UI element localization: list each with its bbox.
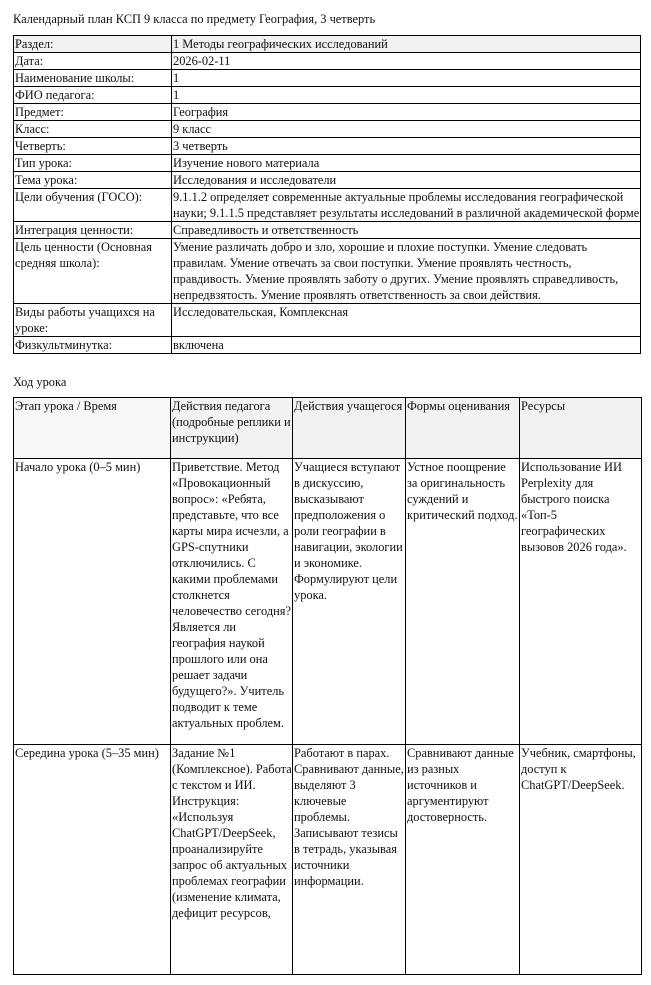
cell-student-actions: Работают в парах. Сравнивают данные, выделяют 3 ключевые проблемы. Записывают тезисы в тетрадь, указывая источники информации. <box>293 745 406 975</box>
header-stage: Этап урока / Время <box>14 398 171 459</box>
info-row <box>14 337 641 354</box>
table-row <box>14 745 642 975</box>
info-row <box>14 36 641 53</box>
info-label: Наименование школы: <box>14 70 172 87</box>
cell-assessment: Устное поощрение за оригинальность суждений и критический подход. <box>406 459 520 745</box>
info-value: 9 класс <box>172 121 641 138</box>
info-row <box>14 70 641 87</box>
cell-teacher-actions: Приветствие. Метод «Провокационный вопрос»: «Ребята, представьте, что все карты мира исчезли, а GPS-спутники отключились. С какими проблемами столкнется человечество сегодня? Является ли география наукой прошлого или она решает задачи будущего?». Учитель подводит к теме актуальных проблем. <box>171 459 293 745</box>
info-value: 1 <box>172 70 641 87</box>
info-row <box>14 222 641 239</box>
info-label: Четверть: <box>14 138 172 155</box>
cell-assessment: Сравнивают данные из разных источников и аргументируют достоверность. <box>406 745 520 975</box>
info-label: Интеграция ценности: <box>14 222 172 239</box>
lesson-info-table <box>13 35 641 354</box>
info-row <box>14 121 641 138</box>
info-label: Цели обучения (ГОСО): <box>14 189 172 222</box>
info-value: Исследовательская, Комплексная <box>172 304 641 337</box>
lesson-flow-heading: Ход урока <box>13 375 67 389</box>
info-value: 9.1.1.2 определяет современные актуальные проблемы исследования географической науки; 9.1.1.5 представляет результаты исследований в различной академической форме <box>173 190 640 220</box>
cell-resources: Использование ИИ Perplexity для быстрого поиска «Топ-5 географических вызовов 2026 года». <box>520 459 642 745</box>
info-row <box>14 53 641 70</box>
info-label: ФИО педагога: <box>14 87 172 104</box>
lesson-table-header-row <box>14 398 642 459</box>
lesson-flow-table <box>13 397 642 975</box>
info-row <box>14 104 641 121</box>
info-row <box>14 155 641 172</box>
header-teacher-actions: Действия педагога (подробные реплики и инструкции) <box>171 398 293 459</box>
info-value: География <box>172 104 641 121</box>
info-label: Дата: <box>14 53 172 70</box>
info-value: 1 <box>172 87 641 104</box>
info-value: 1 Методы географических исследований <box>172 36 641 53</box>
info-label: Раздел: <box>14 36 172 53</box>
info-value: Изучение нового материала <box>172 155 641 172</box>
cell-teacher-actions: Задание №1 (Комплексное). Работа с текстом и ИИ. Инструкция: «Используя ChatGPT/DeepSeek, проанализируйте запрос об актуальных проблемах географии (изменение климата, дефицит ресурсов, <box>171 745 293 975</box>
cell-student-actions: Учащиеся вступают в дискуссию, высказывают предположения о роли географии в навигации, экологии и экономике. Формулируют цели урока. <box>293 459 406 745</box>
info-label: Тема урока: <box>14 172 172 189</box>
info-value: 2026-02-11 <box>172 53 641 70</box>
header-resources: Ресурсы <box>520 398 642 459</box>
cell-stage: Начало урока (0–5 мин) <box>14 459 171 745</box>
info-row <box>14 138 641 155</box>
info-label: Физкультминутка: <box>14 337 172 354</box>
info-row <box>14 87 641 104</box>
info-value: 3 четверть <box>172 138 641 155</box>
info-value: включена <box>172 337 641 354</box>
header-assessment: Формы оценивания <box>406 398 520 459</box>
info-label: Класс: <box>14 121 172 138</box>
info-row <box>14 189 641 222</box>
cell-resources: Учебник, смартфоны, доступ к ChatGPT/DeepSeek. <box>520 745 642 975</box>
info-value: Исследования и исследователи <box>172 172 641 189</box>
table-row <box>14 459 642 745</box>
info-row <box>14 239 641 304</box>
info-row <box>14 172 641 189</box>
document-title: Календарный план КСП 9 класса по предмету География, 3 четверть <box>13 12 376 26</box>
info-label: Тип урока: <box>14 155 172 172</box>
info-label: Виды работы учащихся на уроке: <box>14 304 172 337</box>
info-label: Предмет: <box>14 104 172 121</box>
info-label: Цель ценности (Основная средняя школа): <box>14 239 172 304</box>
info-row <box>14 304 641 337</box>
header-student-actions: Действия учащегося <box>293 398 406 459</box>
info-value: Справедливость и ответственность <box>172 222 641 239</box>
cell-stage: Середина урока (5–35 мин) <box>14 745 171 975</box>
info-value: Умение различать добро и зло, хорошие и плохие поступки. Умение следовать правилам. Умение отвечать за свои поступки. Умение проявлять честность, правдивость. Умение проявлять заботу о других. Умение проявлять справедливость, непредвзятость. Умение проявлять ответственность за свои действия. <box>172 239 641 304</box>
